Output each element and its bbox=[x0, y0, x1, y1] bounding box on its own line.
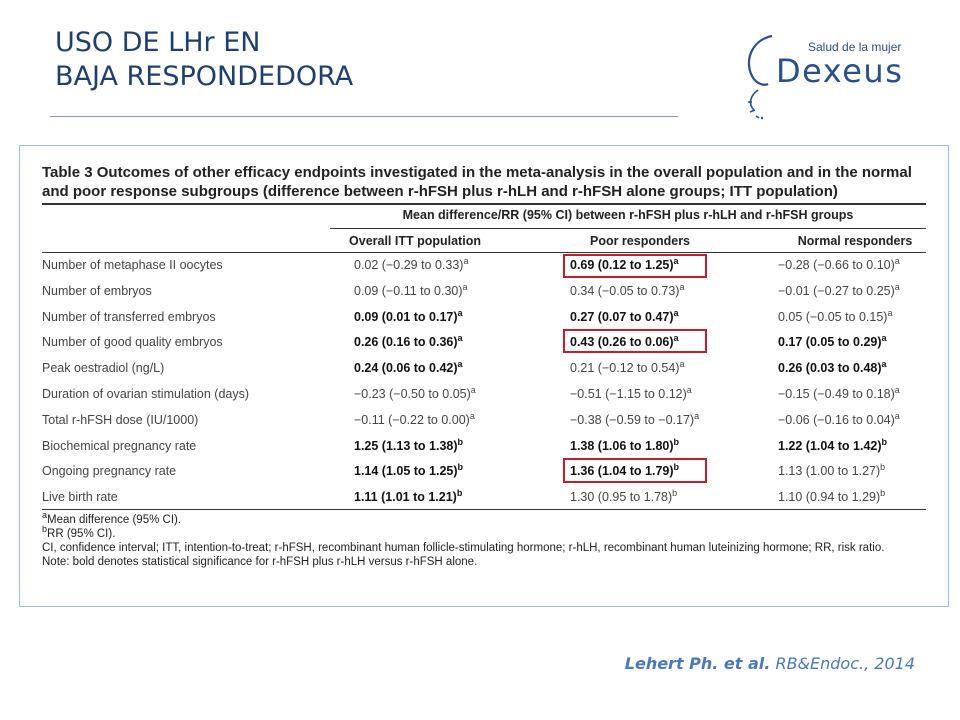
slide-title-line2: BAJA RESPONDEDORA bbox=[55, 61, 354, 92]
table-cell: −0.28 (−0.66 to 0.10)$^a$ bbox=[778, 255, 900, 272]
table-row bbox=[42, 307, 926, 336]
table-cell: −0.06 (−0.16 to 0.04)$^a$ bbox=[778, 410, 900, 427]
table-cell: 1.13 (1.00 to 1.27)$^b$ bbox=[778, 462, 886, 479]
table-row bbox=[42, 464, 926, 490]
table-footnotes bbox=[42, 510, 922, 569]
footnote-abbreviations: CI, confidence interval; ITT, intention-to-treat; r-hFSH, recombinant human follicle-stimulating hormone; r-hLH, recombinant human luteinizing hormone; RR, risk ratio. bbox=[42, 542, 885, 554]
row-label: Number of good quality embryos bbox=[42, 335, 223, 350]
row-label: Live birth rate bbox=[42, 490, 118, 505]
highlight-box-good-embryos-poor bbox=[563, 329, 707, 353]
table-cell: 1.10 (0.94 to 1.29)$^b$ bbox=[778, 488, 886, 505]
table-cell: 0.05 (−0.05 to 0.15)$^a$ bbox=[778, 307, 893, 324]
table-cell: 0.02 (−0.29 to 0.33)$^a$ bbox=[354, 255, 469, 272]
column-header-poor: Poor responders bbox=[589, 234, 691, 248]
table-row bbox=[42, 335, 926, 361]
table-cell: 0.09 (−0.11 to 0.30)$^a$ bbox=[354, 281, 468, 298]
row-label: Number of transferred embryos bbox=[42, 309, 216, 324]
table-cell: 0.09 (0.01 to 0.17)$^a$ bbox=[354, 307, 463, 324]
footnote-b: $^b$RR (95% CI). bbox=[42, 524, 116, 540]
table-cell: 0.43 (0.26 to 0.06)$^a$ bbox=[570, 333, 679, 350]
table-cell: 0.26 (0.03 to 0.48)$^a$ bbox=[778, 359, 887, 376]
dexeus-logo bbox=[742, 30, 922, 122]
table-cell: −0.38 (−0.59 to −0.17)$^a$ bbox=[570, 410, 700, 427]
table-row bbox=[42, 361, 926, 387]
logo-tagline: Salud de la mujer bbox=[808, 40, 902, 54]
row-label: Ongoing pregnancy rate bbox=[42, 464, 177, 479]
table-cell: −0.51 (−1.15 to 0.12)$^a$ bbox=[570, 384, 692, 401]
table-row bbox=[42, 384, 926, 413]
slide-title-line1: USO DE LHr EN bbox=[55, 27, 261, 58]
row-label: Total r-hFSH dose (IU/1000) bbox=[42, 412, 199, 427]
table-cell: 1.36 (1.04 to 1.79)$^b$ bbox=[570, 462, 680, 479]
table-cell: 0.26 (0.16 to 0.36)$^a$ bbox=[354, 333, 463, 350]
table-top-rule bbox=[42, 203, 926, 205]
citation-authors: Lehert Ph. et al. bbox=[624, 654, 771, 673]
table-cell: 0.69 (0.12 to 1.25)$^a$ bbox=[570, 255, 679, 272]
table-row bbox=[42, 255, 926, 284]
footnote-note: Note: bold denotes statistical significance for r-hFSH plus r-hLH versus r-hFSH alone. bbox=[42, 556, 478, 568]
table-cell: 1.14 (1.05 to 1.25)$^b$ bbox=[354, 462, 464, 479]
table-cell: 1.38 (1.06 to 1.80)$^b$ bbox=[570, 436, 680, 453]
table-cell: 0.21 (−0.12 to 0.54)$^a$ bbox=[570, 359, 685, 376]
column-header-rule bbox=[42, 252, 926, 253]
highlight-box-ongoing-poor bbox=[563, 458, 707, 483]
row-label: Duration of ovarian stimulation (days) bbox=[42, 387, 250, 401]
title-divider bbox=[50, 116, 678, 117]
footnote-a: $^a$Mean difference (95% CI). bbox=[42, 510, 182, 526]
row-label: Number of metaphase II oocytes bbox=[42, 258, 223, 272]
table-cell: 0.27 (0.07 to 0.47)$^a$ bbox=[570, 307, 679, 324]
citation bbox=[625, 654, 915, 673]
logo-brand: Dexeus bbox=[776, 52, 904, 90]
table-row bbox=[42, 281, 926, 310]
row-label: Number of embryos bbox=[42, 283, 152, 298]
table-cell: −0.11 (−0.22 to 0.00)$^a$ bbox=[354, 410, 475, 427]
table-cell: 0.17 (0.05 to 0.29)$^a$ bbox=[778, 333, 887, 350]
table-cell: −0.23 (−0.50 to 0.05)$^a$ bbox=[354, 384, 476, 401]
column-header-normal: Normal responders bbox=[797, 234, 913, 248]
table-cell: 1.30 (0.95 to 1.78)$^b$ bbox=[570, 488, 678, 505]
row-label: Biochemical pregnancy rate bbox=[42, 438, 197, 453]
row-label: Peak oestradiol (ng/L) bbox=[42, 361, 165, 376]
slide-title bbox=[55, 26, 353, 94]
table-cell: 1.11 (1.01 to 1.21)$^b$ bbox=[354, 488, 463, 505]
table-cell: −0.15 (−0.49 to 0.18)$^a$ bbox=[778, 384, 900, 401]
group-header-rule bbox=[330, 228, 926, 229]
table-cell: 0.24 (0.06 to 0.42)$^a$ bbox=[354, 359, 463, 376]
table-cell: 1.22 (1.04 to 1.42)$^b$ bbox=[778, 436, 888, 453]
table-caption: Table 3 Outcomes of other efficacy endpoints investigated in the meta-analysis in the overall population and in the normal and poor response subgroups (difference between r-hFSH plus r-hLH and r-hFSH alone groups; ITT population) bbox=[42, 164, 912, 200]
table-cell: −0.01 (−0.27 to 0.25)$^a$ bbox=[778, 281, 900, 298]
group-header: Mean difference/RR (95% CI) between r-hFSH plus r-hLH and r-hFSH groups bbox=[402, 208, 854, 222]
citation-journal: RB&Endoc., 2014 bbox=[775, 654, 915, 673]
table-row bbox=[42, 410, 926, 439]
table-cell: 0.34 (−0.05 to 0.73)$^a$ bbox=[570, 281, 685, 298]
column-header-overall: Overall ITT population bbox=[349, 234, 481, 248]
table-cell: 1.25 (1.13 to 1.38)$^b$ bbox=[354, 436, 464, 453]
highlight-box-metaphase-poor bbox=[563, 254, 707, 278]
table-row bbox=[42, 436, 926, 465]
